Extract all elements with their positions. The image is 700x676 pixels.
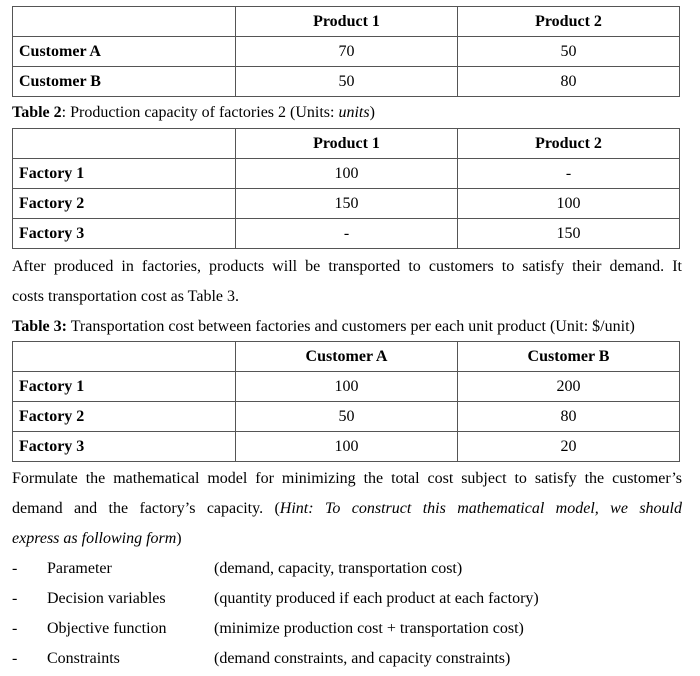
cell-value: 80 [458, 67, 680, 97]
bullet-marker: - [12, 560, 18, 577]
header-cell: Customer A [236, 342, 458, 372]
header-cell: Product 1 [236, 129, 458, 159]
cell-value: 20 [458, 432, 680, 462]
table-header-row [13, 129, 680, 159]
row-label: Customer A [13, 37, 236, 67]
table3-caption [12, 317, 682, 337]
cell-value: - [458, 159, 680, 189]
cell-value: 80 [458, 402, 680, 432]
row-label: Factory 2 [13, 189, 236, 219]
bullet-term: Objective function [47, 620, 167, 637]
table2-caption [12, 103, 682, 123]
header-cell: Product 1 [236, 7, 458, 37]
table-header-row [13, 7, 680, 37]
header-cell: Product 2 [458, 7, 680, 37]
table-row [13, 402, 680, 432]
bullet-marker: - [12, 650, 18, 667]
paragraph-line: Formulate the mathematical model for minimizing the total cost subject to satisfy the customer’s [12, 470, 682, 487]
table-row [13, 67, 680, 97]
caption-text: : Production capacity of factories 2 (Units: [61, 104, 339, 121]
bullet-desc: (quantity produced if each product at each factory) [214, 590, 539, 607]
cell-value: 70 [236, 37, 458, 67]
table-row [13, 159, 680, 189]
table-row [13, 372, 680, 402]
paragraph-line: After produced in factories, products will be transported to customers to satisfy their demand. It [12, 258, 682, 275]
caption-unit: units [338, 104, 370, 121]
demand-table [12, 6, 680, 97]
bullet-desc: (demand, capacity, transportation cost) [214, 560, 463, 577]
cell-value: - [236, 219, 458, 249]
row-label: Factory 1 [13, 372, 236, 402]
header-cell [13, 129, 236, 159]
row-label: Factory 3 [13, 219, 236, 249]
cell-value: 100 [236, 432, 458, 462]
cell-value: 100 [236, 159, 458, 189]
cell-value: 50 [458, 37, 680, 67]
header-cell: Customer B [458, 342, 680, 372]
capacity-table [12, 128, 680, 249]
paragraph-line [12, 529, 682, 549]
caption-end: ) [369, 104, 375, 121]
row-label: Factory 1 [13, 159, 236, 189]
caption-label: Table 2 [12, 104, 62, 121]
table-row [13, 37, 680, 67]
caption-text: Transportation cost between factories and customers per each unit product (Unit: $/unit) [66, 318, 635, 335]
cell-value: 50 [236, 67, 458, 97]
row-label: Factory 2 [13, 402, 236, 432]
paragraph-text: demand and the factory’s capacity. ( [12, 500, 280, 517]
cell-value: 150 [458, 219, 680, 249]
caption-label: Table 3: [12, 318, 67, 335]
cell-value: 100 [458, 189, 680, 219]
table-row [13, 189, 680, 219]
cell-value: 100 [236, 372, 458, 402]
row-label: Customer B [13, 67, 236, 97]
hint-text: express as following form [12, 530, 177, 547]
header-cell: Product 2 [458, 129, 680, 159]
bullet-desc: (minimize production cost + transportation cost) [214, 620, 524, 637]
paragraph-line [12, 499, 682, 519]
row-label: Factory 3 [13, 432, 236, 462]
bullet-desc: (demand constraints, and capacity constraints) [214, 650, 511, 667]
paragraph-text: ) [176, 530, 182, 547]
bullet-marker: - [12, 620, 18, 637]
table-row [13, 219, 680, 249]
cell-value: 150 [236, 189, 458, 219]
transport-cost-table [12, 341, 680, 462]
hint-text: Hint: To construct this mathematical model, we should [279, 500, 683, 517]
table-header-row [13, 342, 680, 372]
bullet-term: Parameter [47, 560, 112, 577]
bullet-marker: - [12, 590, 18, 607]
bullet-term: Decision variables [47, 590, 166, 607]
cell-value: 50 [236, 402, 458, 432]
paragraph-line: costs transportation cost as Table 3. [12, 288, 239, 305]
table-row [13, 432, 680, 462]
bullet-term: Constraints [47, 650, 120, 667]
cell-value: 200 [458, 372, 680, 402]
header-cell [13, 342, 236, 372]
header-cell [13, 7, 236, 37]
